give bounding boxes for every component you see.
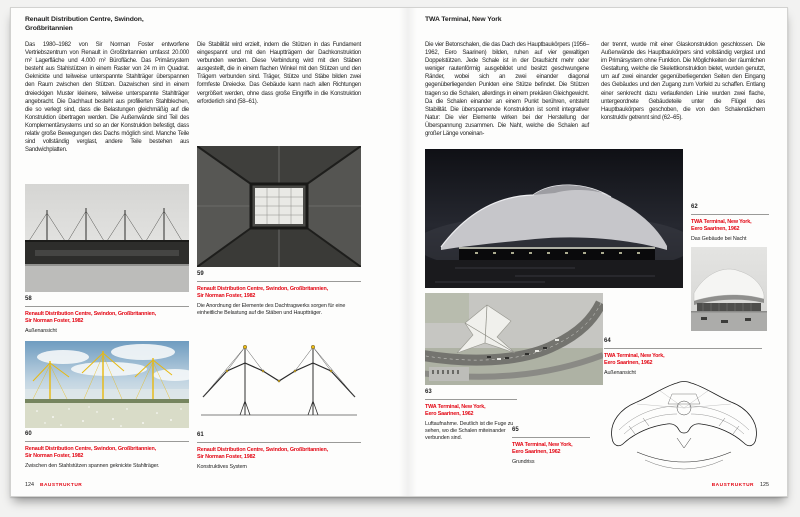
caption-64-description: Außenansicht bbox=[604, 369, 636, 376]
renault-system-drawing bbox=[197, 331, 361, 426]
caption-63-description: Luftaufnahme. Deutlich ist die Fuge zu sehen, wo die Schalen miteinander verbunden sind. bbox=[425, 420, 514, 441]
figure-65-drawing-floor-plan bbox=[599, 374, 769, 478]
renault-roof-image bbox=[197, 146, 361, 267]
caption-63-title-line2: Eero Saarinen, 1962 bbox=[425, 411, 474, 417]
figure-61-drawing-structural-system bbox=[197, 331, 361, 426]
page-gutter bbox=[399, 8, 417, 496]
page-number-left: 124 bbox=[25, 482, 34, 488]
caption-63 bbox=[425, 389, 517, 442]
body-text-renault-col1: Das 1980–1982 von Sir Norman Foster entworfene Vertriebszentrum von Renault in Großbritannien umfasst 20.000 m² Lagerfläche und 4.000 m² Bürofläche. Das Primärsystem besteht aus Stahlstützen in einem Raster von 24 m im Quadrat. Geknickte und teilweise unterspannte Stahlträger überspannen den Raum zwischen den Stützen. Dazwischen sind in einem dreieckigen Muster kleinere, teilweise unterspannte Stahlträger angebracht. Die Dachhaut besteht aus profilierten Stahlblechen, die so verlegt sind, dass die Belastungen gleichmäßig auf die Konstruktion übertragen werden. Die Außenwände sind Teil des Komplementärsystems und so an der Konstruktion befestigt, dass relativ große Bewegungen des Dachs möglich sind. Manche Teile sind vollständig verglast, andere Teile bestehen aus Sandwichplatten. bbox=[25, 42, 189, 154]
caption-65-rule bbox=[512, 437, 590, 438]
caption-65-title-line1: TWA Terminal, New York, bbox=[512, 442, 573, 448]
caption-58-description: Außenansicht bbox=[25, 327, 57, 334]
body-text-twa-col1: Die vier Betonschalen, die das Dach des Hauptbaukörpers (1956–1962, Eero Saarinen) bilden, ruhen auf vier gewaltigen Doppelstützen. Jede Schale ist in der Draufsicht mehr oder weniger rautenförmig ausgebildet und besitzt geschwungene Ränder, wobei sich an zwei einander diagonal gegenüberliegenden Punkten eine Stütze befindet. Die Stützen tragen so die Schalen, allerdings in einem prekären Gleichgewicht. Da die Schalen einander an einem Punkt berühren, entsteht Stabilität. Die überspannende Konstruktion ist somit integrativer Natur: Die vier Elemente wirken bei der Herstellung der Überspannung zusammen. Die Naht, welche die Schalen auf großer Länge voneinan- bbox=[425, 42, 589, 138]
caption-61-rule bbox=[197, 442, 361, 443]
section-label-left: BAUSTRUKTUR bbox=[40, 483, 83, 488]
page-title-twa: TWA Terminal, New York bbox=[425, 16, 502, 23]
caption-63-title-line1: TWA Terminal, New York, bbox=[425, 404, 486, 410]
caption-61 bbox=[197, 432, 361, 471]
caption-60-title-line2: Sir Norman Foster, 1982 bbox=[25, 453, 84, 459]
book-spread bbox=[10, 7, 788, 497]
figure-59-photo-roof-underside bbox=[197, 146, 361, 267]
caption-62-rule bbox=[691, 214, 769, 215]
caption-60 bbox=[25, 431, 189, 470]
caption-59-title-line2: Sir Norman Foster, 1982 bbox=[197, 293, 256, 299]
caption-65 bbox=[512, 427, 590, 466]
caption-60-title-line1: Renault Distribution Centre, Swindon, Großbritannien, bbox=[25, 446, 157, 452]
page-title-renault: Renault Distribution Centre, Swindon, Großbritannien bbox=[25, 16, 144, 32]
caption-58-title-line2: Sir Norman Foster, 1982 bbox=[25, 318, 84, 324]
figure-58-photo-exterior bbox=[25, 184, 189, 292]
caption-58-rule bbox=[25, 306, 189, 307]
caption-61-number: 61 bbox=[197, 432, 204, 438]
figure-63-photo-aerial bbox=[425, 293, 603, 385]
caption-65-description: Grundriss bbox=[512, 458, 535, 465]
caption-64-rule bbox=[604, 348, 762, 349]
footer-left bbox=[25, 482, 82, 488]
caption-64 bbox=[604, 338, 762, 377]
caption-62-title-line2: Eero Saarinen, 1962 bbox=[691, 226, 740, 232]
twa-aerial-image bbox=[425, 293, 603, 385]
caption-62 bbox=[691, 204, 769, 243]
renault-masts-image bbox=[25, 341, 189, 428]
caption-59-title-line1: Renault Distribution Centre, Swindon, Großbritannien, bbox=[197, 286, 329, 292]
caption-62-title-line1: TWA Terminal, New York, bbox=[691, 219, 752, 225]
caption-65-number: 65 bbox=[512, 427, 519, 433]
caption-64-title-line1: TWA Terminal, New York, bbox=[604, 353, 665, 359]
caption-63-rule bbox=[425, 399, 517, 400]
twa-night-image bbox=[425, 149, 683, 288]
caption-61-description: Konstruktives System bbox=[197, 463, 247, 470]
figure-62-photo-night bbox=[425, 149, 683, 288]
body-text-twa-col2: der trennt, wurde mit einer Glaskonstruktion geschlossen. Die Außenwände des Hauptbaukörpers sind vollständig verglast und im Primärsystem ohne Funktion. Die Möglichkeiten der räumlichen Gestaltung, welche die Skelettkonstruktion bietet, wurden genutzt, um auf zwei einander gegenüberliegenden Seiten den Eingang des Gebäudes und den Zugang zum Vorfeld zu schaffen. Entlang einer senkrecht dazu verlaufenden Linie wurden zwei flache, untergeordnete Gebäudeteile unter die Flügel des Hauptbaukörpers geschoben, die von den Schalendächern konstruktiv getrennt sind (62–65). bbox=[601, 42, 765, 121]
figure-64-photo-exterior bbox=[691, 247, 767, 331]
caption-63-number: 63 bbox=[425, 389, 432, 395]
caption-58-title-line1: Renault Distribution Centre, Swindon, Großbritannien, bbox=[25, 311, 157, 317]
body-text-renault-col2: Die Stabilität wird erzielt, indem die Stützen in das Fundament eingespannt und mit den Hauptträgern der Dachkonstruktion verbunden werden. Diese Verbindung wird mit den Stäben ausgesteift, die in einem flachen Winkel mit den Stützen und den Trägern verbunden sind. Träger, Stütze und Stäbe bilden zwei formfeste Dreiecke. Das Gebäude kann nach allen Richtungen vergrößert werden, ohne dass große Eingriffe in die Konstruktion erforderlich sind (58–61). bbox=[197, 42, 361, 105]
caption-58 bbox=[25, 296, 189, 335]
figure-60-photo-steel-masts bbox=[25, 341, 189, 428]
caption-60-description: Zwischen den Stahlstützen spannen geknickte Stahlträger. bbox=[25, 462, 160, 469]
caption-61-title-line2: Sir Norman Foster, 1982 bbox=[197, 454, 256, 460]
caption-59 bbox=[197, 271, 361, 317]
caption-62-description: Das Gebäude bei Nacht bbox=[691, 235, 747, 242]
caption-62-number: 62 bbox=[691, 204, 698, 210]
caption-58-number: 58 bbox=[25, 296, 32, 302]
caption-65-title-line2: Eero Saarinen, 1962 bbox=[512, 449, 561, 455]
footer-right bbox=[651, 482, 769, 488]
section-label-right: BAUSTRUKTUR bbox=[711, 483, 754, 488]
caption-64-title-line2: Eero Saarinen, 1962 bbox=[604, 360, 653, 366]
caption-60-number: 60 bbox=[25, 431, 32, 437]
twa-plan-drawing bbox=[599, 374, 769, 478]
caption-59-number: 59 bbox=[197, 271, 204, 277]
caption-60-rule bbox=[25, 441, 189, 442]
page-number-right: 125 bbox=[760, 482, 769, 488]
caption-61-title-line1: Renault Distribution Centre, Swindon, Großbritannien, bbox=[197, 447, 329, 453]
renault-exterior-image bbox=[25, 184, 189, 292]
caption-59-rule bbox=[197, 281, 361, 282]
caption-59-description: Die Anordnung der Elemente des Dachtragwerks sorgen für eine einheitliche Belastung auf die Stäben und Hauptträger. bbox=[197, 302, 346, 316]
twa-exterior-image bbox=[691, 247, 767, 331]
caption-64-number: 64 bbox=[604, 338, 611, 344]
